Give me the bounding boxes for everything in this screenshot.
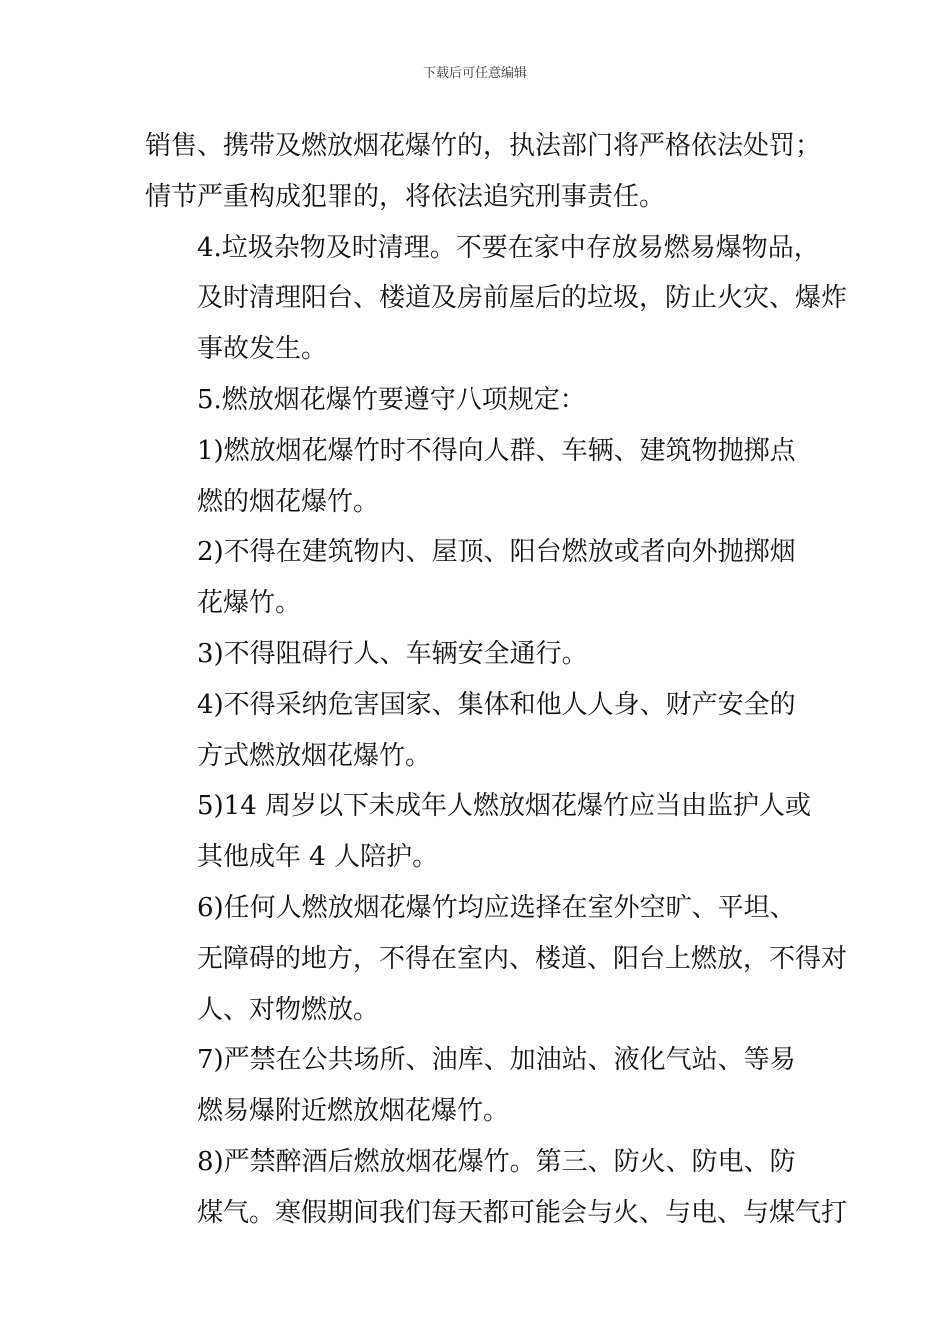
- paragraph: [145, 121, 835, 223]
- paragraph: [145, 629, 835, 680]
- text-line: 6)任何人燃放烟花爆竹均应选择在室外空旷、平坦、: [197, 892, 796, 923]
- text-line: 7)严禁在公共场所、油库、加油站、液化气站、等易: [197, 1045, 796, 1076]
- text-line: 1)燃放烟花爆竹时不得向人群、车辆、建筑物抛掷点: [197, 435, 796, 466]
- paragraph: [145, 375, 835, 426]
- page-header: 下载后可任意编辑: [422, 66, 527, 81]
- text-line: 燃易爆附近燃放烟花爆竹。: [197, 1096, 510, 1127]
- text-line: 4)不得采纳危害国家、集体和他人人身、财产安全的: [197, 689, 796, 720]
- paragraph: [145, 1035, 835, 1137]
- text-line: 5.燃放烟花爆竹要遵守八项规定：: [197, 384, 586, 415]
- paragraph: [145, 1137, 848, 1239]
- paragraph: [145, 781, 835, 883]
- text-line: 3)不得阻碍行人、车辆安全通行。: [197, 638, 588, 669]
- text-line: 2)不得在建筑物内、屋顶、阳台燃放或者向外抛掷烟: [197, 537, 796, 568]
- document-body: [145, 121, 848, 1239]
- text-line: 无障碍的地方，不得在室内、楼道、阳台上燃放，不得对: [197, 943, 848, 974]
- paragraph: [145, 527, 835, 629]
- text-line: 事故发生。: [197, 334, 328, 365]
- text-line: 人、对物燃放。: [197, 994, 380, 1025]
- text-line: 燃的烟花爆竹。: [197, 486, 380, 517]
- paragraph: [145, 223, 848, 375]
- paragraph: [145, 426, 835, 528]
- text-line: 8)严禁醉酒后燃放烟花爆竹。第三、防火、防电、防: [197, 1146, 796, 1177]
- text-line: 花爆竹。: [197, 588, 302, 619]
- text-line: 及时清理阳台、楼道及房前屋后的垃圾，防止火灾、爆炸: [197, 283, 848, 314]
- text-line: 情节严重构成犯罪的，将依法追究刑事责任。: [145, 181, 666, 212]
- text-line: 其他成年 4 人陪护。: [197, 842, 439, 873]
- text-line: 4.垃圾杂物及时清理。不要在家中存放易燃易爆物品，: [197, 232, 820, 263]
- text-line: 销售、携带及燃放烟花爆竹的，执法部门将严格依法处罚；: [145, 131, 822, 161]
- paragraph: [145, 883, 848, 1035]
- text-line: 方式燃放烟花爆竹。: [197, 740, 432, 771]
- text-line: 5)14 周岁以下未成年人燃放烟花爆竹应当由监护人或: [197, 791, 812, 822]
- text-line: 煤气。寒假期间我们每天都可能会与火、与电、与煤气打: [197, 1197, 848, 1228]
- paragraph: [145, 680, 835, 782]
